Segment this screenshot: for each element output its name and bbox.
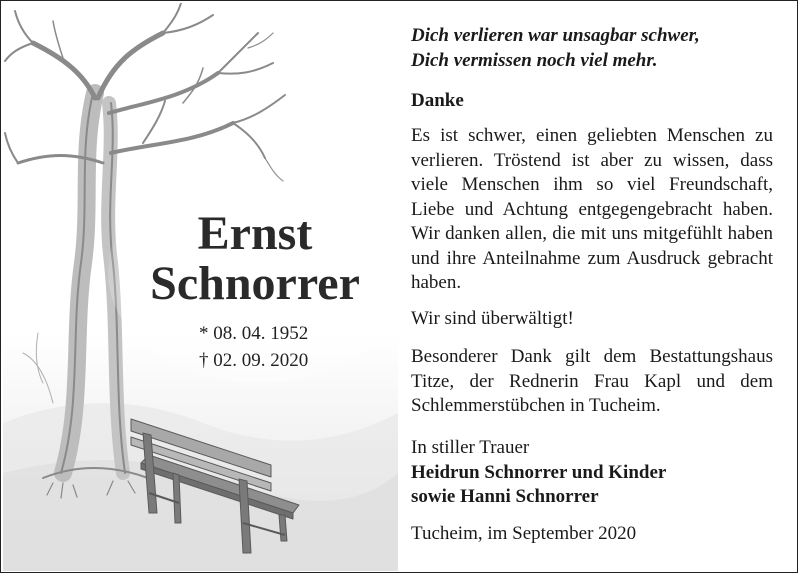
motto (411, 24, 773, 73)
paragraph-special-thanks: Besonderer Dank gilt dem Bestattungshaus Titze, der Rednerin Frau Kapl und dem Schlemmerstübchen in Tucheim. (411, 346, 773, 416)
deceased-last-name: Schnorrer (150, 257, 360, 310)
signature-line-1: Heidrun Schnorrer und Kinder (411, 461, 667, 483)
heading-danke: Danke (411, 90, 464, 111)
death-date: † 02. 09. 2020 (199, 350, 309, 371)
motto-line-1: Dich verlieren war unsagbar schwer, (411, 25, 700, 46)
birth-date: * 08. 04. 1952 (199, 323, 309, 344)
signature-intro: In stiller Trauer (411, 437, 530, 458)
life-dates (199, 320, 308, 374)
signature-block (411, 436, 773, 510)
deceased-first-name: Ernst (197, 207, 313, 260)
motto-line-2: Dich vermissen noch viel mehr. (411, 49, 658, 71)
place-date: Tucheim, im September 2020 (411, 523, 637, 544)
paragraph-thanks: Es ist schwer, einen geliebten Menschen zu verlieren. Tröstend ist aber zu wissen, dass viele Menschen ihm so viel Freundschaft, Liebe und Achtung entgegengebracht haben. Wir danken allen, die mit uns mitgefühlt haben und ihre Anteilnahme zum Ausdruck gebracht haben. (411, 125, 773, 293)
signature-line-2: sowie Hanni Schnorrer (411, 486, 599, 507)
paragraph-overwhelmed: Wir sind überwältigt! (411, 308, 574, 329)
